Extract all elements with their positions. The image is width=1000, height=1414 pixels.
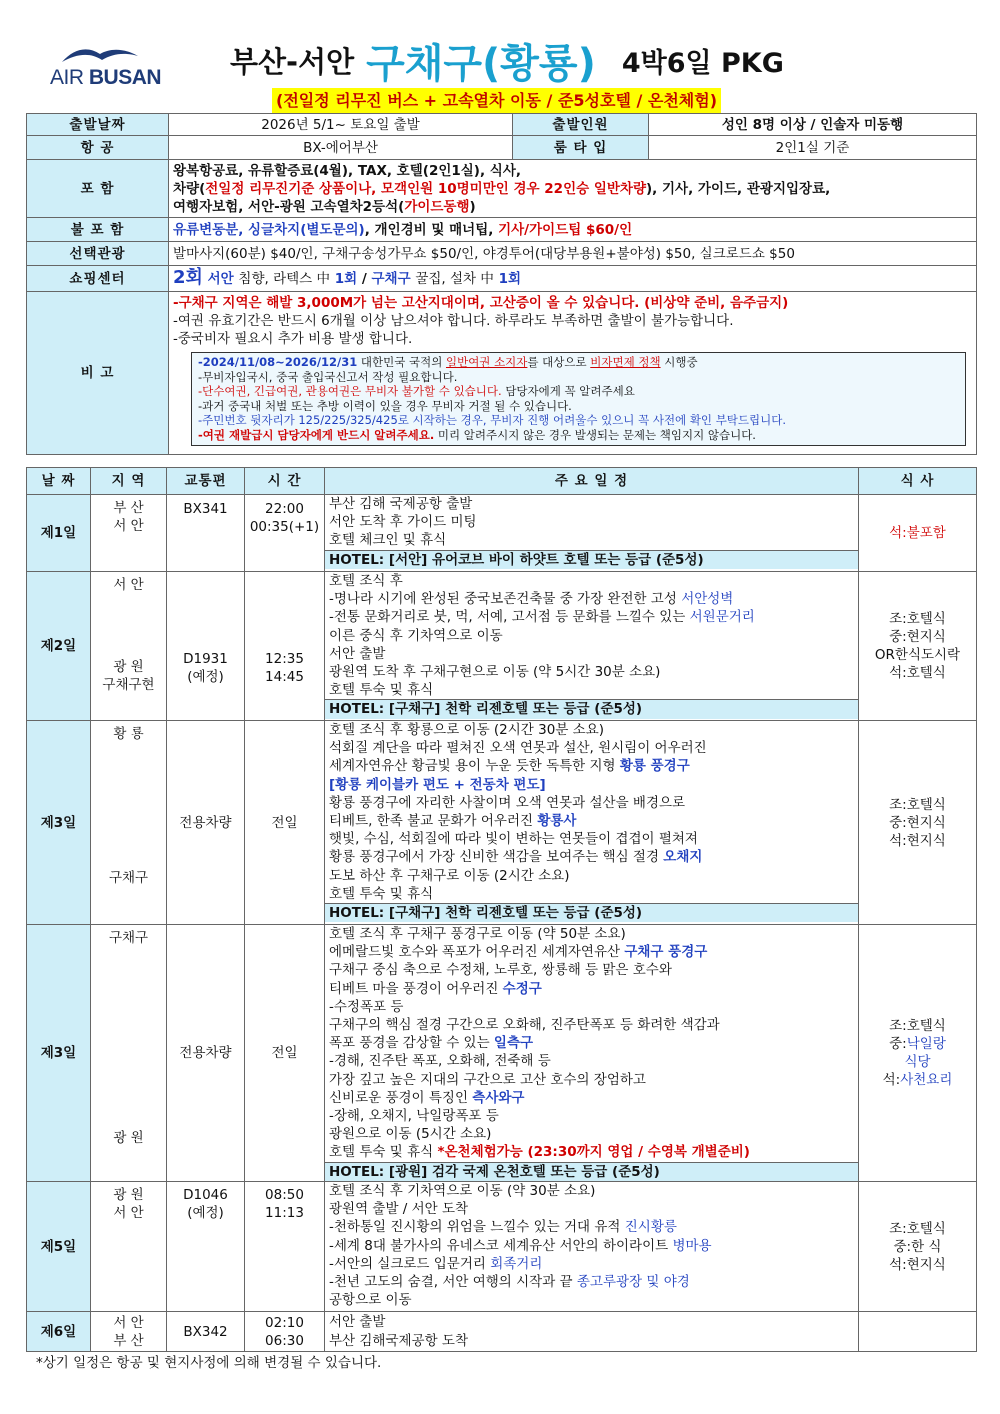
title-main: 구채구(황룡) [366,40,596,87]
depart-label: 출발날짜 [27,114,169,136]
table-row [27,925,977,1182]
day-label: 제6일 [27,1312,91,1352]
transport: 전용차량 [167,925,245,1182]
include-label: 포 함 [27,160,169,218]
people-value: 성인 8명 이상 / 인솔자 미동행 [649,114,977,136]
plan: 서안 출발 부산 김해국제공항 도착 [325,1312,859,1352]
plan: 호텔 조식 후 구채구 풍경구로 이동 (약 50분 소요) 에메랄드빛 호수와 폭포가 어우러진 세계자연유산 구채구 풍경구 구채구 중심 축으로 수정채, 노루호, 쌍룡해 등 맑은 호수와 티베트 마을 풍경이 어우러진 수정구 -수정폭포 등 구채구의 핵심 절경 구간으로 오화해, 진주탄폭포 등 화려한 색감과 폭포 풍경을 감상할 수 있는 일측구 -경해, 진주탄 폭포, 오화해, 전죽해 등 가장 깊고 높은 지대의 구간으로 고산 호수의 장엄하고 신비로운 풍경이 특징인 측사와구 -장해, 오채지, 낙일랑폭포 등 광원으로 이동 (5시간 소요) 호텔 투숙 및 휴식 *온천체험가능 (23:30까지 영업 / 수영복 개별준비) HOTEL: [광원] 검각 국제 온천호텔 또는 등급 (준5성) [325,925,859,1182]
time: 02:10 06:30 [245,1312,325,1352]
transport: D1931 (예정) [167,572,245,721]
air-label: 항 공 [27,136,169,160]
time: 전일 [245,925,325,1182]
air-value: BX-에어부산 [169,136,513,160]
hotel-line: HOTEL: [서안] 유어코브 바이 하얏트 호텔 또는 등급 (준5성) [325,550,859,569]
table-row [27,721,977,925]
plan: 호텔 조식 후 -명나라 시기에 완성된 중국보존건축물 중 가장 완전한 고성 서안성벽 -전통 문화거리로 붓, 먹, 서예, 고서점 등 문화를 느낄수 있는 서원문거리 이른 중식 후 기차역으로 이동 서안 출발 광원역 도착 후 구채구현으로 이동 (약 5시간 30분 소요) 호텔 투숙 및 휴식 HOTEL: [구채구] 천학 리젠호텔 또는 등급 (준5성) [325,572,859,721]
room-value: 2인1실 기준 [649,136,977,160]
time: 12:35 14:45 [245,572,325,721]
note-value: -구채구 지역은 해발 3,000M가 넘는 고산지대이며, 고산증이 올 수 있습니다. (비상약 준비, 음주금지) -여권 유효기간은 반드시 6개월 이상 남으셔야 합니다. 하루라도 부족하면 출발이 불가능합니다. -중국비자 필요시 추가 비용 발생 합니다. -2024/11/08~2026/12/31 대한민국 국적의 일반여권 소지자를 대상으로 비자면제 정책 시행중 -무비자입국시, 중국 출입국신고서 작성 필요합니다. -단수여권, 긴급여권, 관용여권은 무비자 불가할 수 있습니다. 담당자에게 꼭 알려주세요 -과거 중국내 처벌 또는 추방 이력이 있을 경우 무비자 거절 될 수 있습니다. -주민번호 뒷자리가 125/225/325/425로 시작하는 경우, 무비자 진행 어려울수 있으니 꼭 사전에 확인 부탁드립니다. -여권 재발급시 담당자에게 반드시 알려주세요. 미리 알려주시지 않은 경우 발생되는 문제는 책임지지 않습니다. [169,292,977,455]
title-route: 부산-서안 [230,44,355,79]
region: 황 룡 구채구 [91,721,167,925]
schedule-table [26,467,977,1352]
info-table [26,113,977,455]
meal: 조:호텔식 중:낙일랑 식당 석:사천요리 [859,925,977,1182]
table-row [27,572,977,721]
meal: 조:호텔식 중:현지식 석:현지식 [859,721,977,925]
region: 부 산 서 안 [91,495,167,572]
day-label: 제3일 [27,721,91,925]
time: 전일 [245,721,325,925]
page-title [230,30,930,90]
day-label: 제5일 [27,1182,91,1312]
table-row [27,495,977,572]
title-duration: 4박6일 PKG [621,47,784,79]
hotel-line: HOTEL: [구채구] 천학 리젠호텔 또는 등급 (준5성) [325,903,859,922]
col-meal: 식 사 [859,468,977,495]
region: 서 안 광 원 구채구현 [91,572,167,721]
meal: 조:호텔식 중:한 식 석:현지식 [859,1182,977,1312]
note-label: 비 고 [27,292,169,455]
shop-label: 쇼핑센터 [27,266,169,292]
shop-value: 2회 서안 침향, 라텍스 中 1회 / 구채구 꿀집, 설차 中 1회 [169,266,977,292]
day-label: 제1일 [27,495,91,572]
exclude-label: 불 포 함 [27,218,169,242]
air-busan-logo: AIR BUSAN [46,44,156,92]
option-value: 발마사지(60분) $40/인, 구채구송성가무쇼 $50/인, 야경투어(대당부용원+불야성) $50, 실크로드쇼 $50 [169,242,977,266]
depart-value: 2026년 5/1~ 토요일 출발 [169,114,513,136]
col-transport: 교통편 [167,468,245,495]
plan: 부산 김해 국제공항 출발 서안 도착 후 가이드 미팅 호텔 체크인 및 휴식 HOTEL: [서안] 유어코브 바이 하얏트 호텔 또는 등급 (준5성) [325,495,859,572]
visa-notice-box: -2024/11/08~2026/12/31 대한민국 국적의 일반여권 소지자를 대상으로 비자면제 정책 시행중 -무비자입국시, 중국 출입국신고서 작성 필요합니다. -단수여권, 긴급여권, 관용여권은 무비자 불가할 수 있습니다. 담당자에게 꼭 알려주세요 -과거 중국내 처벌 또는 추방 이력이 있을 경우 무비자 거절 될 수 있습니다. -주민번호 뒷자리가 125/225/325/425로 시작하는 경우, 무비자 진행 어려울수 있으니 꼭 사전에 확인 부탁드립니다. -여권 재발급시 담당자에게 반드시 알려주세요. 미리 알려주시지 않은 경우 발생되는 문제는 책임지지 않습니다. [191,352,966,446]
meal [859,1312,977,1352]
col-day: 날 짜 [27,468,91,495]
option-label: 선택관광 [27,242,169,266]
transport: BX342 [167,1312,245,1352]
table-row [27,1182,977,1312]
transport: BX341 [167,495,245,572]
room-label: 룸 타 입 [513,136,649,160]
day-label: 제3일 [27,925,91,1182]
hotel-line: HOTEL: [광원] 검각 국제 온천호텔 또는 등급 (준5성) [325,1162,859,1181]
region: 서 안 부 산 [91,1312,167,1352]
subtitle-banner: (전일정 리무진 버스 + 고속열차 이동 / 준5성호텔 / 온천체험) [272,88,721,114]
day-label: 제2일 [27,572,91,721]
time: 08:50 11:13 [245,1182,325,1312]
seagull-logo-icon [60,44,140,68]
col-plan: 주 요 일 정 [325,468,859,495]
transport: D1046 (예정) [167,1182,245,1312]
include-value: 왕복항공료, 유류할증료(4월), TAX, 호텔(2인1실), 식사, 차량(전일정 리무진기준 상품이나, 모객인원 10명미만인 경우 22인승 일반차량), 기사, 가이드, 관광지입장료, 여행자보험, 서안-광원 고속열차2등석(가이드동행) [169,160,977,218]
col-time: 시 간 [245,468,325,495]
footer-note: *상기 일정은 항공 및 현지사정에 의해 변경될 수 있습니다. [36,1355,382,1371]
col-region: 지 역 [91,468,167,495]
exclude-value: 유류변동분, 싱글차지(별도문의), 개인경비 및 매너팁, 기사/가이드팁 $60/인 [169,218,977,242]
hotel-line: HOTEL: [구채구] 천학 리젠호텔 또는 등급 (준5성) [325,699,859,718]
transport: 전용차량 [167,721,245,925]
plan: 호텔 조식 후 황룡으로 이동 (2시간 30분 소요) 석회질 계단을 따라 펼쳐진 오색 연못과 설산, 원시림이 어우러진 세계자연유산 황금빛 용이 누운 듯한 독특한 지형 황룡 풍경구 [황룡 케이블카 편도 + 전동차 편도] 황룡 풍경구에 자리한 사찰이며 오색 연못과 설산을 배경으로 티베트, 한족 불교 문화가 어우러진 황룡사 햇빛, 수심, 석회질에 따라 빛이 변하는 연못들이 겹겹이 펼쳐져 황룡 풍경구에서 가장 신비한 색감을 보여주는 핵심 절경 오채지 도보 하산 후 구채구로 이동 (2시간 소요) 호텔 투숙 및 휴식 HOTEL: [구채구] 천학 리젠호텔 또는 등급 (준5성) [325,721,859,925]
time: 22:00 00:35(+1) [245,495,325,572]
region: 광 원 서 안 [91,1182,167,1312]
meal: 조:호텔식 중:현지식 OR한식도시락 석:호텔식 [859,572,977,721]
plan: 호텔 조식 후 기차역으로 이동 (약 30분 소요) 광원역 출발 / 서안 도착 -천하통일 진시황의 위엄을 느낄수 있는 거대 유적 진시황릉 -세계 8대 불가사의 유네스코 세계유산 서안의 하이라이트 병마용 -서안의 실크로드 입문거리 회족거리 -천년 고도의 숨결, 서안 여행의 시작과 끝 종고루광장 및 야경 공항으로 이동 [325,1182,859,1312]
table-row [27,1312,977,1352]
region: 구채구 광 원 [91,925,167,1182]
meal: 석:불포함 [859,495,977,572]
people-label: 출발인원 [513,114,649,136]
